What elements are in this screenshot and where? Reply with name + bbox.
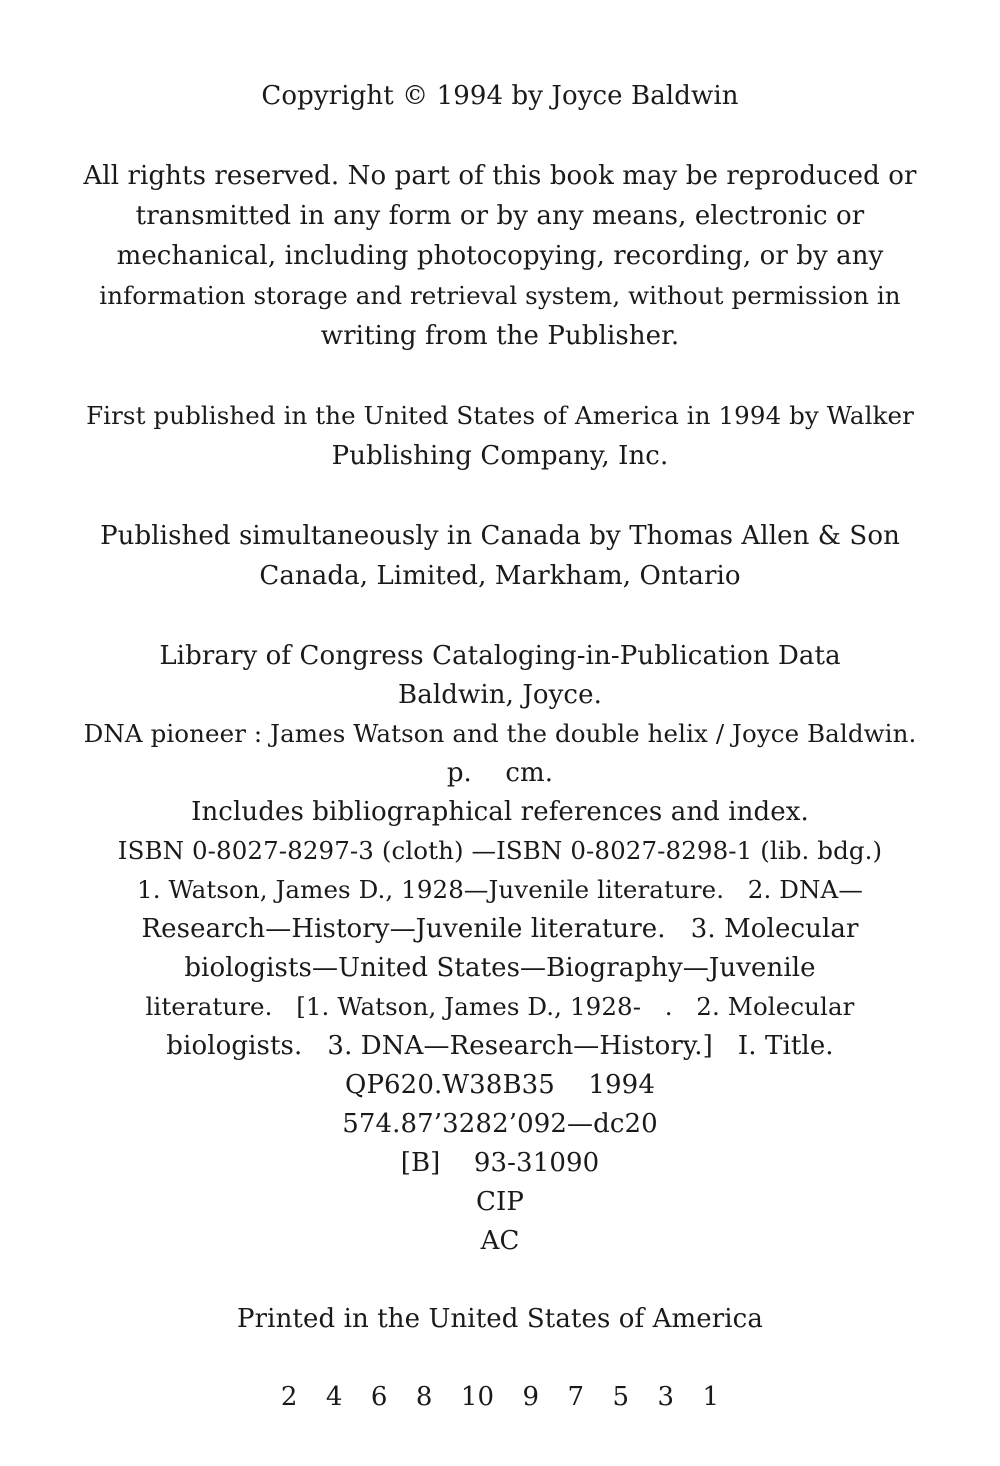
cip-subject: biologists—United States—Biography—Juvenile [184,953,816,983]
rights-line: All rights reserved. No part of this book may be reproduced or [83,161,917,191]
canada-line: Published simultaneously in Canada by Thomas Allen & Son [100,521,900,551]
cip-title: DNA pioneer : James Watson and the double helix / Joyce Baldwin. [83,719,917,748]
rights-line: mechanical, including photocopying, recording, or by any [116,241,884,271]
canada-line: Canada, Limited, Markham, Ontario [259,561,741,591]
first-published-line: First published in the United States of America in 1994 by Walker [86,401,914,430]
cip-mark: CIP [476,1187,524,1217]
rights-line: information storage and retrieval system, without permission in [99,281,901,310]
cip-author: Baldwin, Joyce. [398,680,602,710]
printed-line: Printed in the United States of America [237,1304,763,1334]
copyright-line: Copyright © 1994 by Joyce Baldwin [261,81,739,111]
cip-heading: Library of Congress Cataloging-in-Publication Data [159,641,841,671]
cip-lccn: [B] 93-31090 [400,1148,600,1178]
cip-subject: 1. Watson, James D., 1928—Juvenile literature. 2. DNA— [137,875,863,904]
first-published-line: Publishing Company, Inc. [331,441,669,471]
cip-notes: Includes bibliographical references and index. [191,797,809,827]
cip-pages: p. cm. [446,758,554,788]
cip-subject: biologists. 3. DNA—Research—History.] I. Title. [166,1031,834,1061]
cip-isbn: ISBN 0-8027-8297-3 (cloth) —ISBN 0-8027-8298-1 (lib. bdg.) [117,836,883,865]
cip-subject: literature. [1. Watson, James D., 1928- . 2. Molecular [145,992,855,1021]
cip-dewey: 574.87’3282’092—dc20 [342,1109,658,1139]
rights-line: writing from the Publisher. [320,321,680,351]
printing-numbers: 2 4 6 8 10 9 7 5 3 1 [280,1382,720,1412]
cip-subject: Research—History—Juvenile literature. 3. Molecular [141,914,859,944]
rights-line: transmitted in any form or by any means, electronic or [135,201,865,231]
cip-call-number: QP620.W38B35 1994 [345,1070,655,1100]
cip-ac: AC [480,1226,520,1256]
